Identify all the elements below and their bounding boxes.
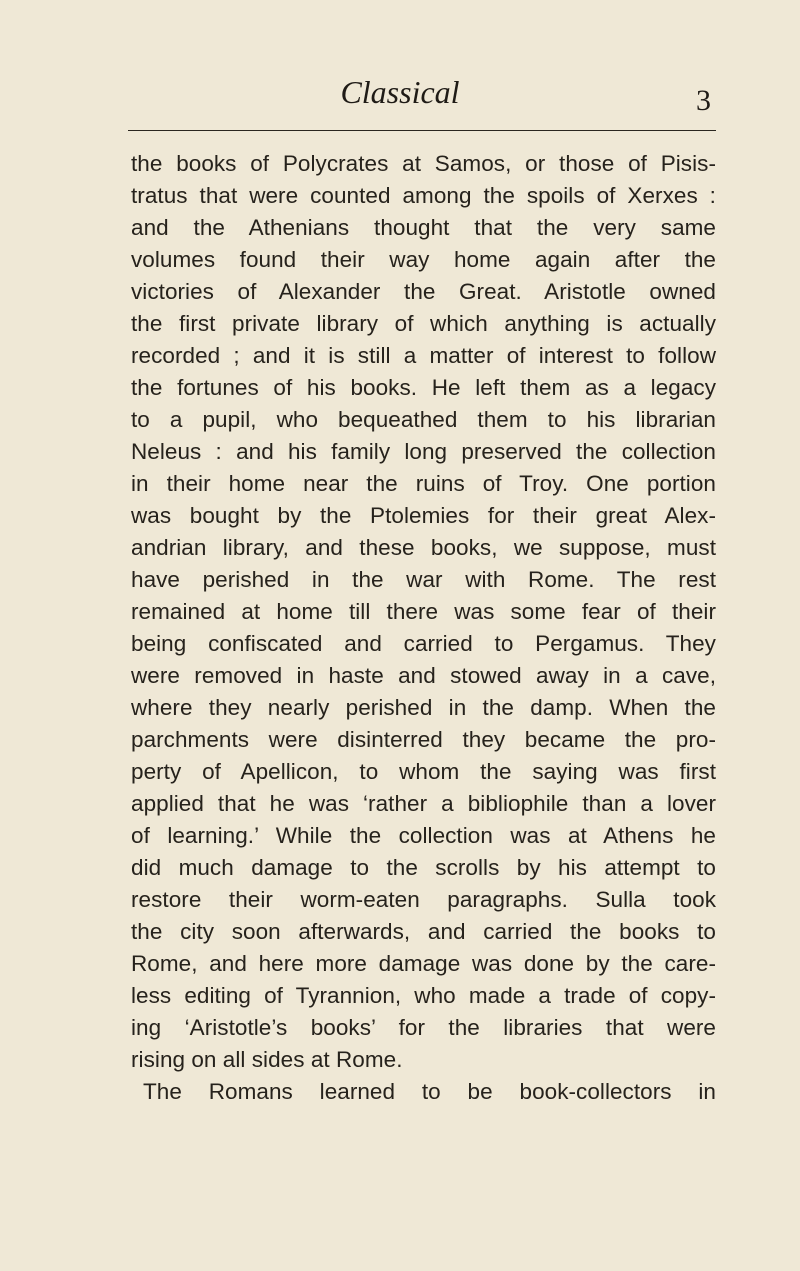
text-line: the city soon afterwards, and carried the books to: [131, 919, 716, 944]
text-line: tratus that were counted among the spoils of Xerxes :: [131, 183, 716, 208]
text-line: were removed in haste and stowed away in a cave,: [131, 663, 716, 688]
running-head: [0, 74, 800, 117]
text-line: andrian library, and these books, we suppose, must: [131, 535, 716, 560]
text-line: Neleus : and his family long preserved the collection: [131, 439, 716, 464]
running-title: Classical: [340, 74, 460, 110]
text-line: restore their worm-eaten paragraphs. Sulla took: [131, 887, 716, 912]
text-line: volumes found their way home again after the: [131, 247, 716, 272]
text-line: the fortunes of his books. He left them as a legacy: [131, 375, 716, 400]
text-line: to a pupil, who bequeathed them to his librarian: [131, 407, 716, 432]
text-line: The Romans learned to be book-collectors in: [143, 1079, 716, 1104]
text-line: Rome, and here more damage was done by the care-: [131, 951, 716, 976]
text-line: parchments were disinterred they became the pro-: [131, 727, 716, 752]
header-rule: [128, 130, 716, 131]
page-number: 3: [696, 84, 711, 117]
text-line: ing ‘Aristotle’s books’ for the libraries that were: [131, 1015, 716, 1040]
text-line: the first private library of which anything is actually: [131, 311, 716, 336]
text-line: in their home near the ruins of Troy. One portion: [131, 471, 716, 496]
text-line: perty of Apellicon, to whom the saying was first: [131, 759, 716, 784]
text-line: did much damage to the scrolls by his attempt to: [131, 855, 716, 880]
text-line: being confiscated and carried to Pergamus. They: [131, 631, 716, 656]
text-line: of learning.’ While the collection was at Athens he: [131, 823, 716, 848]
text-line: where they nearly perished in the damp. When the: [131, 695, 716, 720]
body-text: [131, 148, 716, 1108]
text-line: was bought by the Ptolemies for their great Alex-: [131, 503, 716, 528]
text-line: rising on all sides at Rome.: [131, 1047, 403, 1072]
text-line: less editing of Tyrannion, who made a trade of copy-: [131, 983, 716, 1008]
text-line: recorded ; and it is still a matter of interest to follow: [131, 343, 716, 368]
text-line: and the Athenians thought that the very same: [131, 215, 716, 240]
text-line: victories of Alexander the Great. Aristotle owned: [131, 279, 716, 304]
text-line: remained at home till there was some fear of their: [131, 599, 716, 624]
text-line: have perished in the war with Rome. The rest: [131, 567, 716, 592]
text-line: the books of Polycrates at Samos, or those of Pisis-: [131, 151, 716, 176]
text-line: applied that he was ‘rather a bibliophile than a lover: [131, 791, 716, 816]
